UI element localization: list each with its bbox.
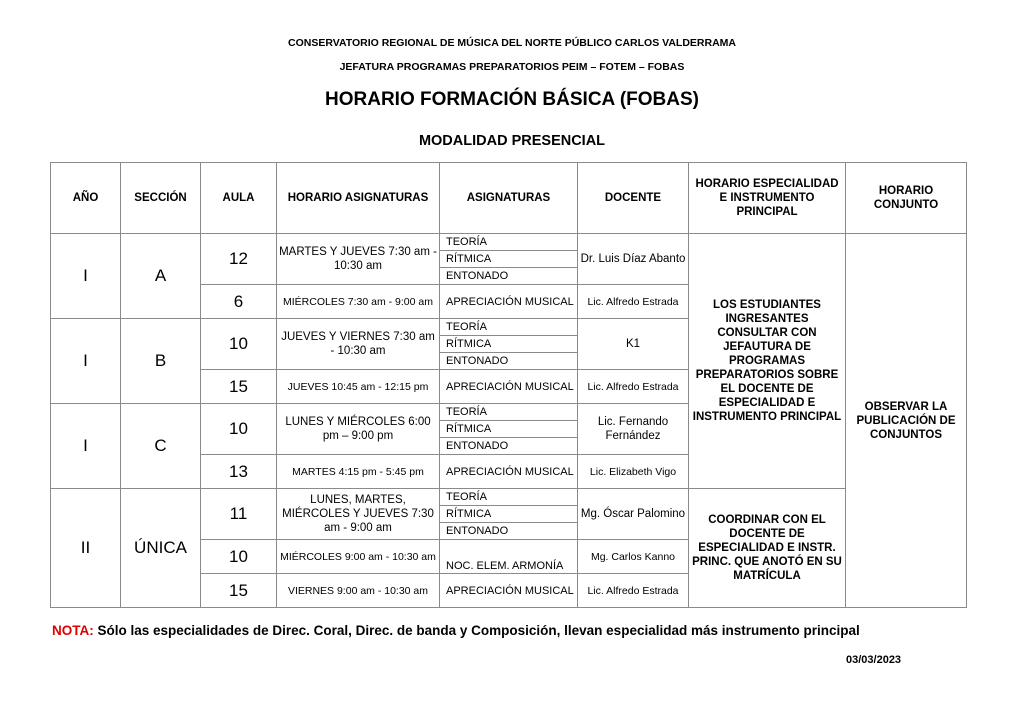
cell-conjunto-note: OBSERVAR LA PUBLICACIÓN DE CONJUNTOS [846,234,967,608]
footnote-text: Sólo las especialidades de Direc. Coral, Direc. de banda y Composición, llevan especialidad más instrumento principal [93,623,860,638]
cell-especialidad-note-2: COORDINAR CON EL DOCENTE DE ESPECIALIDAD E INSTR. PRINC. QUE ANOTÓ EN SU MATRÍCULA [689,489,846,608]
cell-asignatura: APRECIACIÓN MUSICAL [440,285,578,319]
cell-anio: I [51,234,121,319]
cell-docente: Lic. Fernando Fernández [578,404,689,455]
schedule-table [50,162,967,608]
cell-docente: Mg. Óscar Palomino [578,489,689,540]
document-date: 03/03/2023 [846,654,902,666]
cell-anio: I [51,319,121,404]
cell-asignatura: TEORÍA [440,319,578,336]
cell-asignatura: TEORÍA [440,234,578,251]
cell-asignatura: RÍTMICA [440,336,578,353]
cell-aula: 11 [201,489,277,540]
department-name: JEFATURA PROGRAMAS PREPARATORIOS PEIM – FOTEM – FOBAS [339,61,685,73]
cell-seccion: B [121,319,201,404]
cell-seccion: C [121,404,201,489]
col-docente: DOCENTE [578,163,689,234]
cell-horario: LUNES Y MIÉRCOLES 6:00 pm – 9:00 pm [277,404,440,455]
cell-asignatura: TEORÍA [440,404,578,421]
cell-docente: Mg. Carlos Kanno [578,540,689,574]
cell-docente: Lic. Alfredo Estrada [578,285,689,319]
modality-subtitle: MODALIDAD PRESENCIAL [418,133,606,149]
cell-asignatura: ENTONADO [440,438,578,455]
cell-horario: JUEVES 10:45 am - 12:15 pm [277,370,440,404]
cell-anio: I [51,404,121,489]
col-horario-especialidad: HORARIO ESPECIALIDAD E INSTRUMENTO PRINCIPAL [689,163,846,234]
col-anio: AÑO [51,163,121,234]
cell-aula: 13 [201,455,277,489]
cell-asignatura: ENTONADO [440,353,578,370]
cell-asignatura: ENTONADO [440,268,578,285]
cell-asignatura: APRECIACIÓN MUSICAL [440,455,578,489]
cell-asignatura: NOC. ELEM. ARMONÍA [440,540,578,574]
cell-docente: K1 [578,319,689,370]
document-title: HORARIO FORMACIÓN BÁSICA (FOBAS) [325,89,699,110]
cell-aula: 10 [201,540,277,574]
cell-aula: 6 [201,285,277,319]
cell-asignatura: RÍTMICA [440,251,578,268]
cell-docente: Lic. Alfredo Estrada [578,574,689,608]
cell-asignatura: APRECIACIÓN MUSICAL [440,370,578,404]
cell-aula: 10 [201,404,277,455]
col-horario-asignaturas: HORARIO ASIGNATURAS [277,163,440,234]
institution-name: CONSERVATORIO REGIONAL DE MÚSICA DEL NORTE PÚBLICO CARLOS VALDERRAMA [287,37,737,49]
footnote [52,623,860,638]
cell-asignatura: RÍTMICA [440,506,578,523]
cell-seccion: ÚNICA [121,489,201,608]
cell-horario: MARTES 4:15 pm - 5:45 pm [277,455,440,489]
cell-especialidad-note: LOS ESTUDIANTES INGRESANTES CONSULTAR CON JEFAUTURA DE PROGRAMAS PREPARATORIOS SOBRE EL DOCENTE DE ESPECIALIDAD E INSTRUMENTO PRINCIPAL [689,234,846,489]
footnote-label: NOTA: [52,623,94,638]
header-row [51,163,967,234]
cell-asignatura: TEORÍA [440,489,578,506]
cell-docente: Dr. Luis Díaz Abanto [578,234,689,285]
cell-aula: 12 [201,234,277,285]
cell-horario: LUNES, MARTES, MIÉRCOLES Y JUEVES 7:30 am - 9:00 am [277,489,440,540]
cell-aula: 15 [201,370,277,404]
cell-anio: II [51,489,121,608]
cell-seccion: A [121,234,201,319]
cell-aula: 15 [201,574,277,608]
col-aula: AULA [201,163,277,234]
cell-aula: 10 [201,319,277,370]
cell-horario: MARTES Y JUEVES 7:30 am - 10:30 am [277,234,440,285]
table-row [51,489,967,506]
col-seccion: SECCIÓN [121,163,201,234]
cell-asignatura: ENTONADO [440,523,578,540]
cell-horario: MIÉRCOLES 7:30 am - 9:00 am [277,285,440,319]
cell-docente: Lic. Alfredo Estrada [578,370,689,404]
table-row [51,234,967,251]
cell-asignatura: APRECIACIÓN MUSICAL [440,574,578,608]
cell-docente: Lic. Elizabeth Vigo [578,455,689,489]
col-asignaturas: ASIGNATURAS [440,163,578,234]
cell-horario: VIERNES 9:00 am - 10:30 am [277,574,440,608]
cell-asignatura: RÍTMICA [440,421,578,438]
cell-horario: MIÉRCOLES 9:00 am - 10:30 am [277,540,440,574]
col-horario-conjunto: HORARIO CONJUNTO [846,163,967,234]
cell-horario: JUEVES Y VIERNES 7:30 am - 10:30 am [277,319,440,370]
